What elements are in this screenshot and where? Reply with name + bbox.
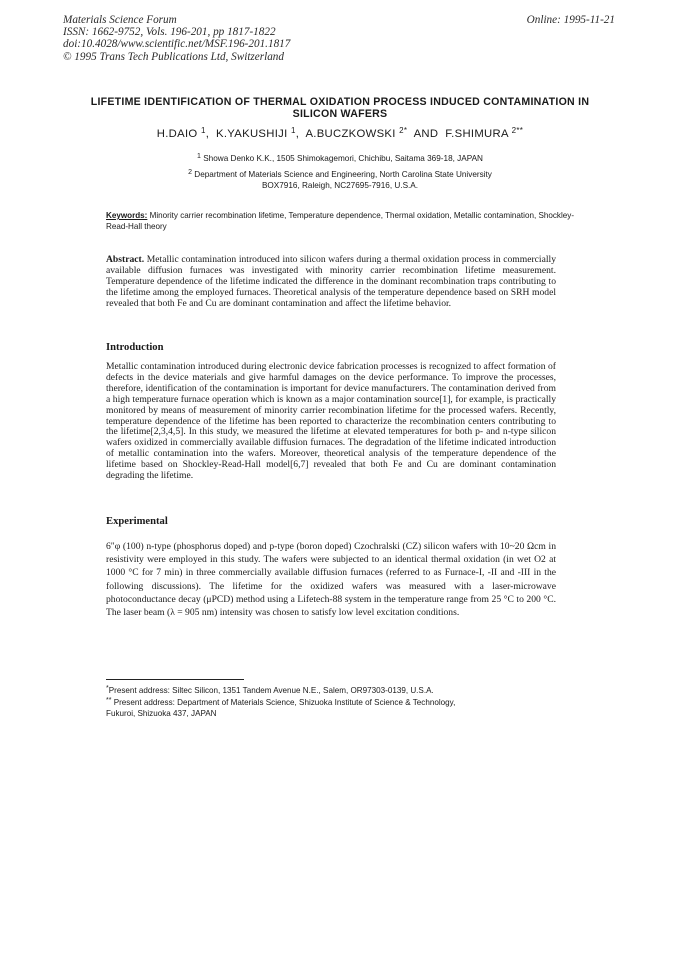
experimental-text: 6"φ (100) n-type (phosphorus doped) and p-type (boron doped) Czochralski (CZ) silicon wafers with 10~20 Ωcm in resistivity were employed in this study. The wafers were subjected to an identical thermal oxidation (in wet O2 at 1000 °C for 7 min) in three commercially available diffusion furnaces (referred to as Furnace-I, -II and -III in the following discussions). The lifetime for the oxidized wafers was measured with a laser-microwave photoconductance decay (μPCD) method using a Lifetech-88 system in the temperature range from 25 °C to 200 °C. The laser beam (λ = 905 nm) intensity was chosen to satisfy low level excitation conditions. [106, 541, 556, 619]
copyright-line: © 1995 Trans Tech Publications Ltd, Switzerland [63, 50, 284, 63]
footnote-text: Present address: Siltec Silicon, 1351 Tandem Avenue N.E., Salem, OR97303-0139, U.S.A. [108, 686, 434, 695]
author-list: H.DAIO $^1$, K.YAKUSHIJI $^1$, A.BUCZKOWSKI $^{2*}$ AND F.SHIMURA $^{2**}$ [156, 126, 524, 140]
author-mark: 2** [511, 126, 524, 135]
author-name: F.SHIMURA [445, 128, 509, 140]
abstract [106, 255, 556, 310]
journal-header [63, 14, 290, 63]
author-and: AND [413, 128, 439, 140]
footnote-divider [106, 679, 244, 680]
journal-name: Materials Science Forum [63, 14, 177, 26]
footnote-mark: ** [106, 696, 112, 704]
doi-line: doi:10.4028/www.scientific.net/MSF.196-201.1817 [63, 38, 291, 51]
issn-line: ISSN: 1662-9752, Vols. 196-201, pp 1817-1822 [63, 26, 276, 39]
experimental-heading: Experimental [106, 516, 168, 527]
author-name: K.YAKUSHIJI [216, 128, 288, 140]
footnote-text: Present address: Department of Materials Science, Shizuoka Institute of Science & Technology, [113, 697, 456, 707]
affiliation-2 [70, 169, 610, 191]
introduction-text: Metallic contamination introduced during electronic device fabrication processes is recognized to affect formation of defects in the device materials and give harmful damages on the device performance. To improve the processes, therefore, identification of the contamination is important for device manufacturers. The contamination derived from a high temperature furnace operation which is known as a major contamination source[1], for example, is practically monitored by means of measurement of minority carrier recombination lifetime for the processed wafers. Recently, temperature dependence of the lifetime has been reported to characterize the recombination centers contributing to the lifetime[2,3,4,5]. In this study, we measured the lifetime at elevated temperatures for both p- and n-type silicon wafers oxidized in commercially available diffusion furnaces. The degradation of the lifetime indicated introduction of metallic contamination into the wafers. Moreover, theoretical analysis of the temperature dependence of the lifetime based on Shockley-Read-Hall model[6,7] revealed that both Fe and Cu are dominant contamination degrading the lifetime. [106, 361, 556, 482]
abstract-text: Metallic contamination introduced into silicon wafers during a thermal oxidation process in commercially available diffusion furnaces was investigated with minority carrier recombination lifetime measurement. Temperature dependence of the lifetime indicated the difference in the dominant recombination traps contributing to the lifetime among the employed furnaces. Theoretical analysis of the temperature dependence based on SRH model revealed that both Fe and Cu are dominant contamination and affect the lifetime behavior. [106, 254, 556, 309]
affiliation-text: Showa Denko K.K., 1505 Shimokagemori, Chichibu, Saitama 369-18, JAPAN [203, 154, 483, 163]
keywords-text: Minority carrier recombination lifetime, Temperature dependence, Thermal oxidation, Metallic contamination, Shockley-Read-Hall theory [106, 211, 575, 231]
author-mark: 1 [200, 126, 206, 135]
author-mark: 2* [399, 126, 408, 135]
keywords-label: Keywords: [106, 211, 148, 220]
footnote-2-continued: Fukuroi, Shizuoka 437, JAPAN [106, 709, 217, 719]
author-mark: 1 [291, 126, 296, 135]
author-name: A.BUCZKOWSKI [305, 128, 396, 140]
introduction-heading: Introduction [106, 342, 164, 353]
abstract-label: Abstract. [106, 254, 145, 265]
affiliation-text: BOX7916, Raleigh, NC27695-7916, U.S.A. [261, 181, 419, 190]
online-date: Online: 1995-11-21 [526, 14, 615, 26]
affiliation-mark: 1 [197, 153, 201, 160]
affiliation-mark: 2 [188, 169, 192, 176]
affiliation-text: Department of Materials Science and Engineering, North Carolina State University [194, 170, 492, 179]
footnote-2 [106, 697, 566, 709]
paper-title: LIFETIME IDENTIFICATION OF THERMAL OXIDATION PROCESS INDUCED CONTAMINATION IN SILICON WAFERS [90, 96, 590, 121]
keywords [106, 210, 576, 232]
footnotes [106, 685, 566, 720]
footnote-1 [106, 685, 566, 697]
affiliation-1 [70, 153, 610, 164]
author-name: H.DAIO [156, 128, 198, 140]
footnote-mark: * [106, 685, 109, 692]
